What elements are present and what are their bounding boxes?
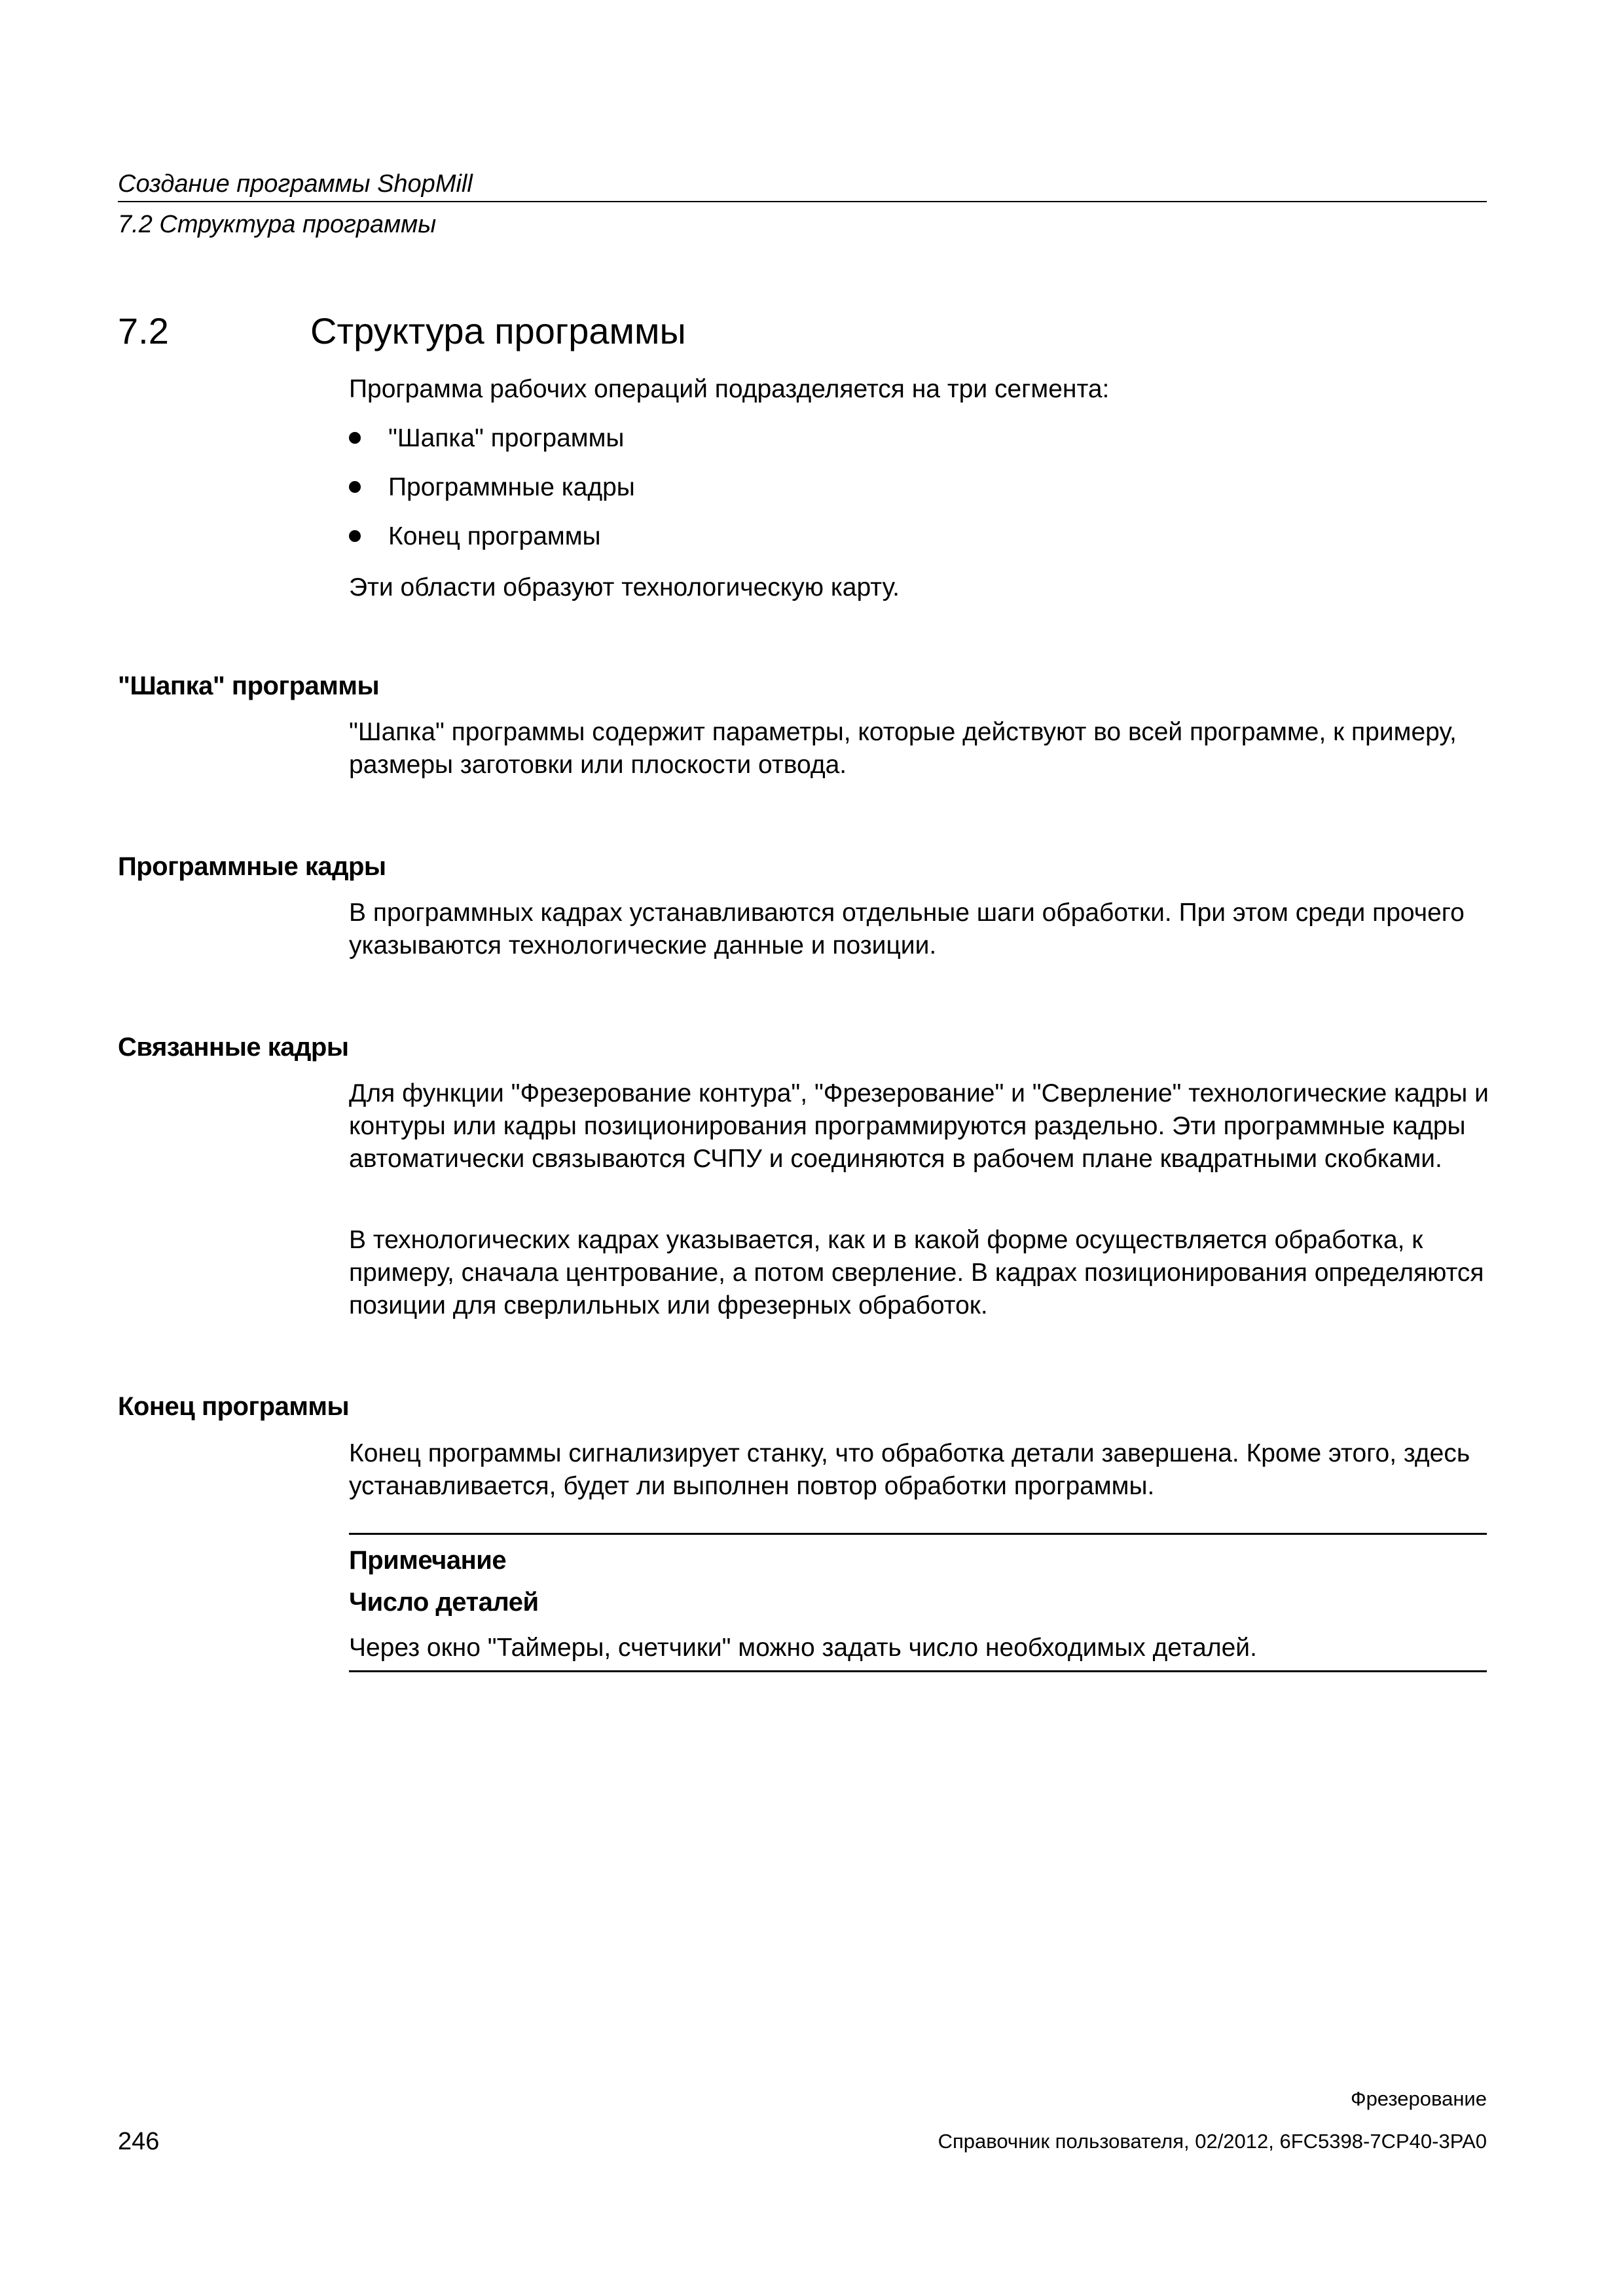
intro-text: Программа рабочих операций подразделяется на три сегмента: [349, 375, 1110, 403]
linked-blocks-paragraph-1: Для функции "Фрезерование контура", "Фрезерование" и "Сверление" технологические кадры и контуры или кадры позиционирования программируются раздельно. Эти программные кадры автоматически связываются СЧПУ и соединяются в рабочем плане квадратными скобками. [349, 1079, 1489, 1173]
page-number: 246 [118, 2128, 160, 2155]
list-item-label: Программные кадры [388, 473, 635, 501]
note-bottom-rule [349, 1670, 1487, 1672]
footer-product: Фрезерование [1351, 2087, 1487, 2110]
bullet-icon [349, 530, 361, 542]
linked-blocks-paragraph-2: В технологических кадрах указывается, как и в какой форме осуществляется обработка, к примеру, сначала центрование, а потом сверление. В кадрах позиционирования определяются позиции для сверлильных или фрезерных обработок. [349, 1226, 1484, 1319]
subheading-program-header: "Шапка" программы [118, 672, 380, 700]
note-text: Через окно "Таймеры, счетчики" можно задать число необходимых деталей. [349, 1634, 1257, 1662]
note-top-rule [349, 1533, 1487, 1535]
bullet-icon [349, 432, 361, 444]
program-end-text: Конец программы сигнализирует станку, что обработка детали завершена. Кроме этого, здесь устанавливается, будет ли выполнен повтор обработки программы. [349, 1439, 1470, 1500]
program-blocks-text: В программных кадрах устанавливаются отдельные шаги обработки. При этом среди прочего указываются технологические данные и позиции. [349, 899, 1465, 960]
subheading-linked-blocks: Связанные кадры [118, 1033, 349, 1062]
note-label: Примечание [349, 1546, 507, 1575]
section-title: Структура программы [310, 310, 686, 351]
header-rule [118, 201, 1487, 202]
program-header-text: "Шапка" программы содержит параметры, которые действуют во всей программе, к примеру, размеры заготовки или плоскости отвода. [349, 718, 1457, 779]
footer-manual: Справочник пользователя, 02/2012, 6FC5398-7CP40-3PA0 [938, 2130, 1487, 2153]
list-item-label: Конец программы [388, 522, 601, 550]
list-item-label: "Шапка" программы [388, 424, 625, 452]
running-header-section: 7.2 Структура программы [118, 211, 437, 238]
section-number: 7.2 [118, 310, 169, 351]
running-header-chapter: Создание программы ShopMill [118, 170, 473, 198]
note-title: Число деталей [349, 1588, 539, 1617]
intro-closing-text: Эти области образуют технологическую карту. [349, 573, 900, 601]
bullet-icon [349, 481, 361, 493]
subheading-program-blocks: Программные кадры [118, 852, 386, 881]
subheading-program-end: Конец программы [118, 1392, 350, 1421]
